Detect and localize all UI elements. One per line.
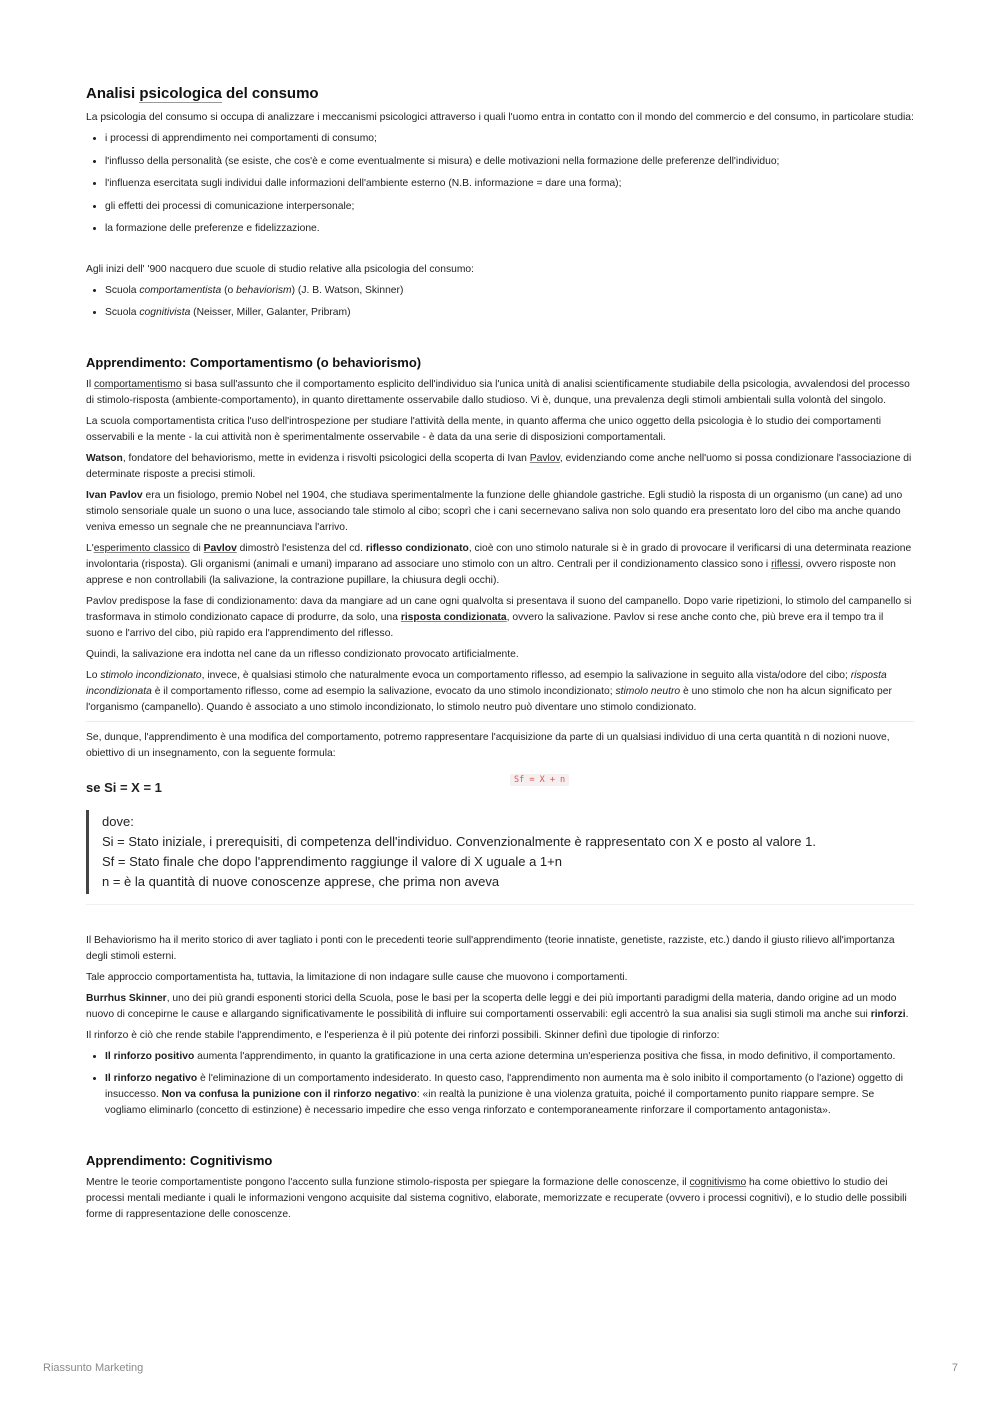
intro-paragraph: La psicologia del consumo si occupa di analizzare i meccanismi psicologici attraverso i quali l'uomo entra in contatto con il mondo del commercio e del consumo, in particolare studia: <box>86 112 914 123</box>
list-item: • l'influsso della personalità (se esiste, che cos'è e come eventualmente si misura) e delle motivazioni nella formazione delle preferenze dell'individuo; <box>105 154 914 170</box>
link-risposta-condizionata[interactable]: risposta condizionata <box>400 611 507 623</box>
formula-row <box>86 774 914 804</box>
paragraph: Il Behaviorismo ha il merito storico di aver tagliato i ponti con le precedenti teorie sull'apprendimento (teorie innatiste, genetiste, razziste, etc.) dando il giusto rilievo all'importanza degli stimoli esterni. <box>86 934 895 962</box>
document-page <box>86 84 914 1228</box>
formula-text: se Si = X = 1 <box>86 779 162 795</box>
section-title-comportamentismo: Apprendimento: Comportamentismo (o behaviorismo) <box>86 354 422 370</box>
list-item: • gli effetti dei processi di comunicazione interpersonale; <box>105 199 914 215</box>
schools-intro: Agli inizi dell' '900 nacquero due scuole di studio relative alla psicologia del consumo: <box>86 263 475 275</box>
paragraph: Mentre le teorie comportamentiste pongono l'accento sulla funzione stimolo-risposta per spiegare la formazione delle conoscenze, il cognitivismo ha come obiettivo lo studio dei processi mentali mediante i quali le informazioni vengono acquisite dal sistema cognitivo, elaborate, memorizzate e recuperate (ovvero i processi cognitivi), e lo studio delle possibili forme di rappresentazione delle conoscenze. <box>86 1176 907 1220</box>
page-number: 7 <box>951 1362 958 1374</box>
paragraph: Il comportamentismo si basa sull'assunto che il comportamento esplicito dell'individuo sia l'unica unità di analisi scientificamente studiabile della psicologia, avvalendosi del processo di stimolo-risposta (ambiente-comportamento), in quanto direttamente osservabile dallo studioso. Vi è, dunque, una prevalenza degli stimoli ambientali sulla volontà del singolo. <box>86 378 910 406</box>
link-cognitivismo[interactable]: cognitivismo <box>689 1176 747 1188</box>
link-comportamentismo[interactable]: comportamentismo <box>94 378 182 390</box>
link-pavlov[interactable]: Pavlov <box>529 452 560 464</box>
list-item: • i processi di apprendimento nei comportamenti di consumo; <box>105 131 914 147</box>
list-item: • la formazione delle preferenze e fidelizzazione. <box>105 221 914 237</box>
paragraph: Ivan Pavlov era un fisiologo, premio Nobel nel 1904, che studiava sperimentalmente la funzione delle ghiandole gastriche. Egli studiò la risposta di un organismo (un cane) ad uno stimolo sensoriale quale un suono o una luce, associando tale stimolo al cibo; scoprì che i cani secernevano saliva non solo quando era presentato loro del cibo ma anche quando veniva emesso un segnale che ne preannunciava l'arrivo. <box>86 489 903 533</box>
paragraph: Se, dunque, l'apprendimento è una modifica del comportamento, potremo rappresentare l'acquisizione da parte di un qualsiasi individuo di una certa quantità n di nozioni nuove, obiettivo di un insegnamento, con la seguente formula: <box>86 731 890 759</box>
divider <box>86 721 914 726</box>
list-item: • Scuola comportamentista (o behaviorism) (J. B. Watson, Skinner) <box>105 283 914 299</box>
formula-code: Sf = X + n <box>510 774 569 786</box>
list-item: • Il rinforzo positivo aumenta l'apprendimento, in quanto la gratificazione in una certa azione determina un'esperienza positiva che fissa, in modo definitivo, il comportamento. <box>105 1049 914 1065</box>
list-item: • l'influenza esercitata sugli individui dalle informazioni dell'ambiente esterno (N.B. informazione = dare una forma); <box>105 176 914 192</box>
paragraph: L'esperimento classico di Pavlov dimostrò l'esistenza del cd. riflesso condizionato, cioè con uno stimolo naturale si è in grado di provocare il verificarsi di una determinata reazione involontaria (risposta). Gli organismi (animali e umani) imparano ad associare uno stimolo con un altro. Centrali per il condizionamento classico sono i riflessi, ovvero risposte non apprese e non controllabili (la salivazione, la contrazione pupillare, la chiusura degli occhi). <box>86 542 912 586</box>
section-title-cognitivismo: Apprendimento: Cognitivismo <box>86 1152 273 1168</box>
paragraph: La scuola comportamentista critica l'uso dell'introspezione per studiare l'attività della mente, in quanto afferma che unico oggetto della psicologia è lo studio dei comportamenti osservabili e la mente - la cui attività non è sperimentalmente osservabile - è data da una serie di disposizioni comportamentali. <box>86 415 882 443</box>
quote-line: Sf = Stato finale che dopo l'apprendimento raggiunge il valore di X uguale a 1+n <box>102 853 562 869</box>
footer-title: Riassunto Marketing <box>43 1362 144 1374</box>
list-item: • Scuola cognitivista (Neisser, Miller, Galanter, Pribram) <box>105 305 914 321</box>
paragraph: Watson, fondatore del behaviorismo, mette in evidenza i risvolti psicologici della scoperta di Ivan Pavlov, evidenziando come anche nell'uomo si possa condizionare l'associazione di determinate risposte a precisi stimoli. <box>86 452 912 480</box>
reinforcement-list <box>86 1049 914 1120</box>
paragraph: Lo stimolo incondizionato, invece, è qualsiasi stimolo che naturalmente evoca un comportamento riflesso, ad esempio la salivazione in seguito alla vista/odore del cibo; risposta incondizionata è il comportamento riflesso, come ad esempio la salivazione, evocato da uno stimolo incondizionato; stimolo neutro è uno stimolo che non ha alcun significato per l'organismo (campanello). Quando è associato a uno stimolo incondizionato, lo stimolo neutro può diventare uno stimolo condizionato. <box>86 669 892 713</box>
quote-line: Si = Stato iniziale, i prerequisiti, di competenza dell'individuo. Convenzionalmente è rappresentato con X e posto al valore 1. <box>102 833 816 849</box>
schools-list <box>86 283 914 322</box>
title-part: del consumo <box>221 85 319 102</box>
title-highlight: psicologica <box>139 85 222 102</box>
paragraph: Burrhus Skinner, uno dei più grandi esponenti storici della Scuola, pose le basi per la scoperta delle leggi e dei più importanti paradigmi della materia, dando origine ad un modo nuovo di concepirne le cause e allargando significativamente le possibilità di influire sui comportamenti osservabili: egli accentrò la sua analisi sia sugli stimoli ma anche sui rinforzi. <box>86 992 909 1020</box>
definition-quote <box>86 810 914 894</box>
link-esperimento-classico[interactable]: esperimento classico <box>93 542 190 554</box>
paragraph: Pavlov predispose la fase di condizionamento: dava da mangiare ad un cane ogni qualvolta si presentava il suono del campanello. Dopo varie ripetizioni, lo stimolo del campanello si trasformava in stimolo condizionato capace di produrre, da solo, una risposta condizionata, ovvero la salivazione. Pavlov si rese anche conto che, più breve era il tempo tra il suono e l'arrivo del cibo, più rapido era l'apprendimento del riflesso. <box>86 595 912 639</box>
title-part: Analisi <box>86 85 140 102</box>
paragraph: Quindi, la salivazione era indotta nel cane da un riflesso condizionato provocato artificialmente. <box>86 648 519 660</box>
link-pavlov-bold[interactable]: Pavlov <box>203 542 237 554</box>
link-riflessi[interactable]: riflessi <box>771 558 801 570</box>
paragraph: Tale approccio comportamentista ha, tuttavia, la limitazione di non indagare sulle cause che muovono i comportamenti. <box>86 971 628 983</box>
quote-line: dove: <box>102 813 134 829</box>
topics-list <box>86 131 914 237</box>
section-title-analisi <box>86 84 914 104</box>
paragraph: Il rinforzo è ciò che rende stabile l'apprendimento, e l'esperienza è il più potente dei rinforzi possibili. Skinner definì due tipologie di rinforzo: <box>86 1029 720 1041</box>
list-item: • Il rinforzo negativo è l'eliminazione di un comportamento indesiderato. In questo caso, l'apprendimento non aumenta ma è solo inibito il comportamento (o l'azione) oggetto di insuccesso. Non va confusa la punizione con il rinforzo negativo: «in realtà la punizione è una violenza gratuita, poiché il comportamento punito riappare sempre. Se vogliamo eliminarlo (concetto di estinzione) è necessario impedire che esso venga rinforzato e contemporaneamente rinforzare il comportamento antagonista». <box>105 1071 914 1119</box>
quote-line: n = è la quantità di nuove conoscenze apprese, che prima non aveva <box>102 873 500 889</box>
